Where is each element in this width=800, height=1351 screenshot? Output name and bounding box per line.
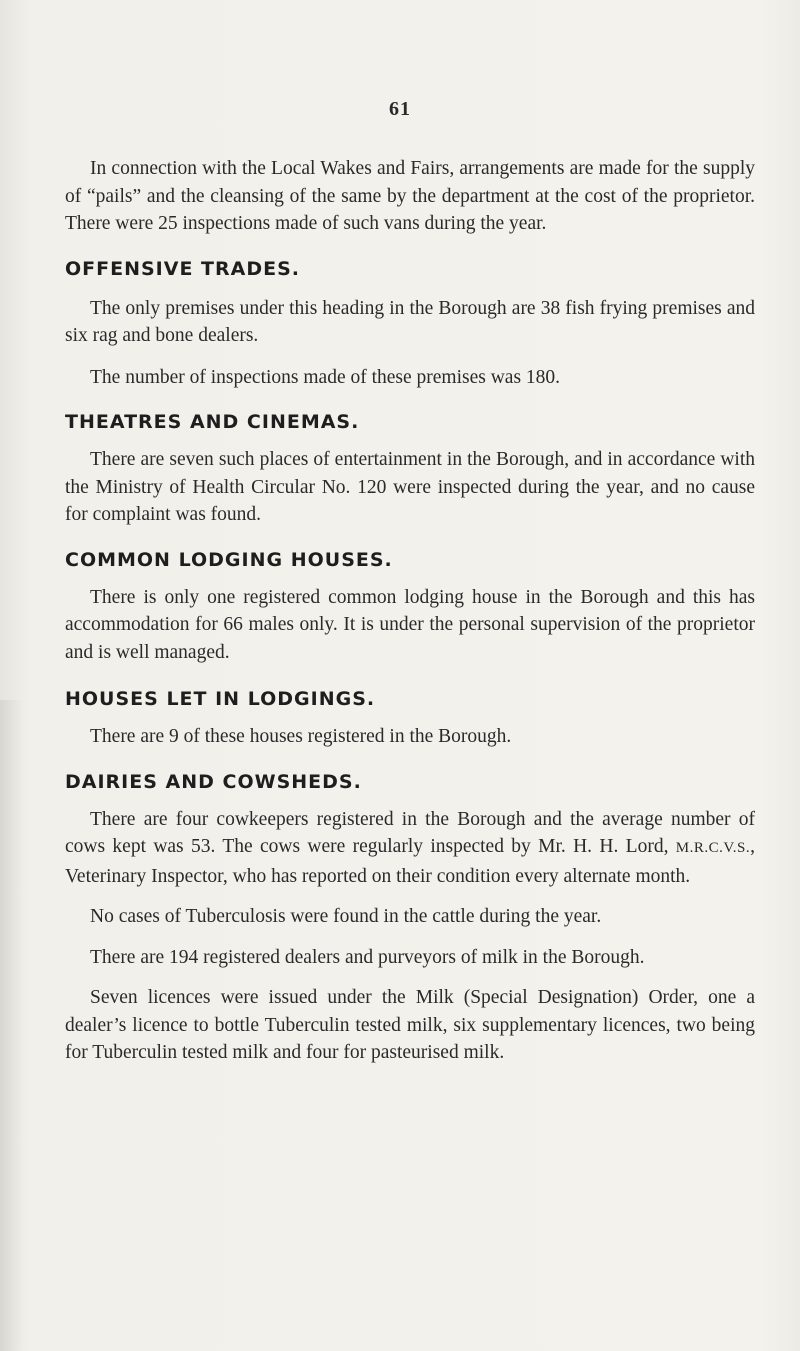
offensive-trades-paragraph-2: The number of inspections made of these premises was 180. [90, 366, 561, 388]
heading-houses-let-in-lodgings: HOUSES LET IN LODGINGS. [65, 688, 376, 710]
intro-paragraph: In connection with the Local Wakes and Fairs, arrangements are made for the supply of “pails” and the cleansing of the same by the department at the cost of the proprietor. There were 25 inspections made of such vans during the year. [65, 158, 755, 234]
dairies-paragraph-2: No cases of Tuberculosis were found in the cattle during the year. [90, 906, 602, 927]
dairies-paragraph-1 [65, 806, 755, 891]
heading-offensive-trades: OFFENSIVE TRADES. [65, 257, 300, 280]
dairies-p1-text-start: There are four cowkeepers registered in the Borough and the average number of cows kept was 53. The cows were regularly inspected by Mr. H. H. Lord, [65, 808, 755, 857]
page-number: 61 [389, 98, 411, 120]
dairies-paragraph-3: There are 194 registered dealers and purveyors of milk in the Borough. [90, 946, 645, 968]
offensive-trades-paragraph-1: The only premises under this heading in the Borough are 38 fish frying premises and six rag and bone dealers. [65, 297, 755, 346]
veterinary-qualification: M.R.C.V.S. [675, 840, 751, 856]
dairies-paragraph-4: Seven licences were issued under the Milk (Special Designation) Order, one a dealer’s licence to bottle Tuberculin tested milk, six supplementary licences, two being for Tuberculin tested milk and four for pasteurised milk. [65, 987, 755, 1063]
heading-dairies-cowsheds: DAIRIES AND COWSHEDS. [65, 770, 362, 793]
page-binding-shadow [0, 700, 22, 1351]
heading-theatres-cinemas: THEATRES AND CINEMAS. [65, 411, 360, 433]
lodging-houses-paragraph: There is only one registered common lodging house in the Borough and this has accommodation for 66 males only. It is under the personal supervision of the proprietor and is well managed. [65, 586, 755, 663]
theatres-paragraph: There are seven such places of entertainment in the Borough, and in accordance with the Ministry of Health Circular No. 120 were inspected during the year, and no cause for complaint was found. [65, 449, 755, 525]
dairies-p1-text-end: , Veterinary Inspector, who has reported on their condition every alternate month. [65, 836, 755, 887]
heading-common-lodging-houses: COMMON LODGING HOUSES. [65, 548, 393, 571]
lodgings-paragraph: There are 9 of these houses registered in the Borough. [90, 726, 512, 747]
document-body [65, 155, 755, 1067]
